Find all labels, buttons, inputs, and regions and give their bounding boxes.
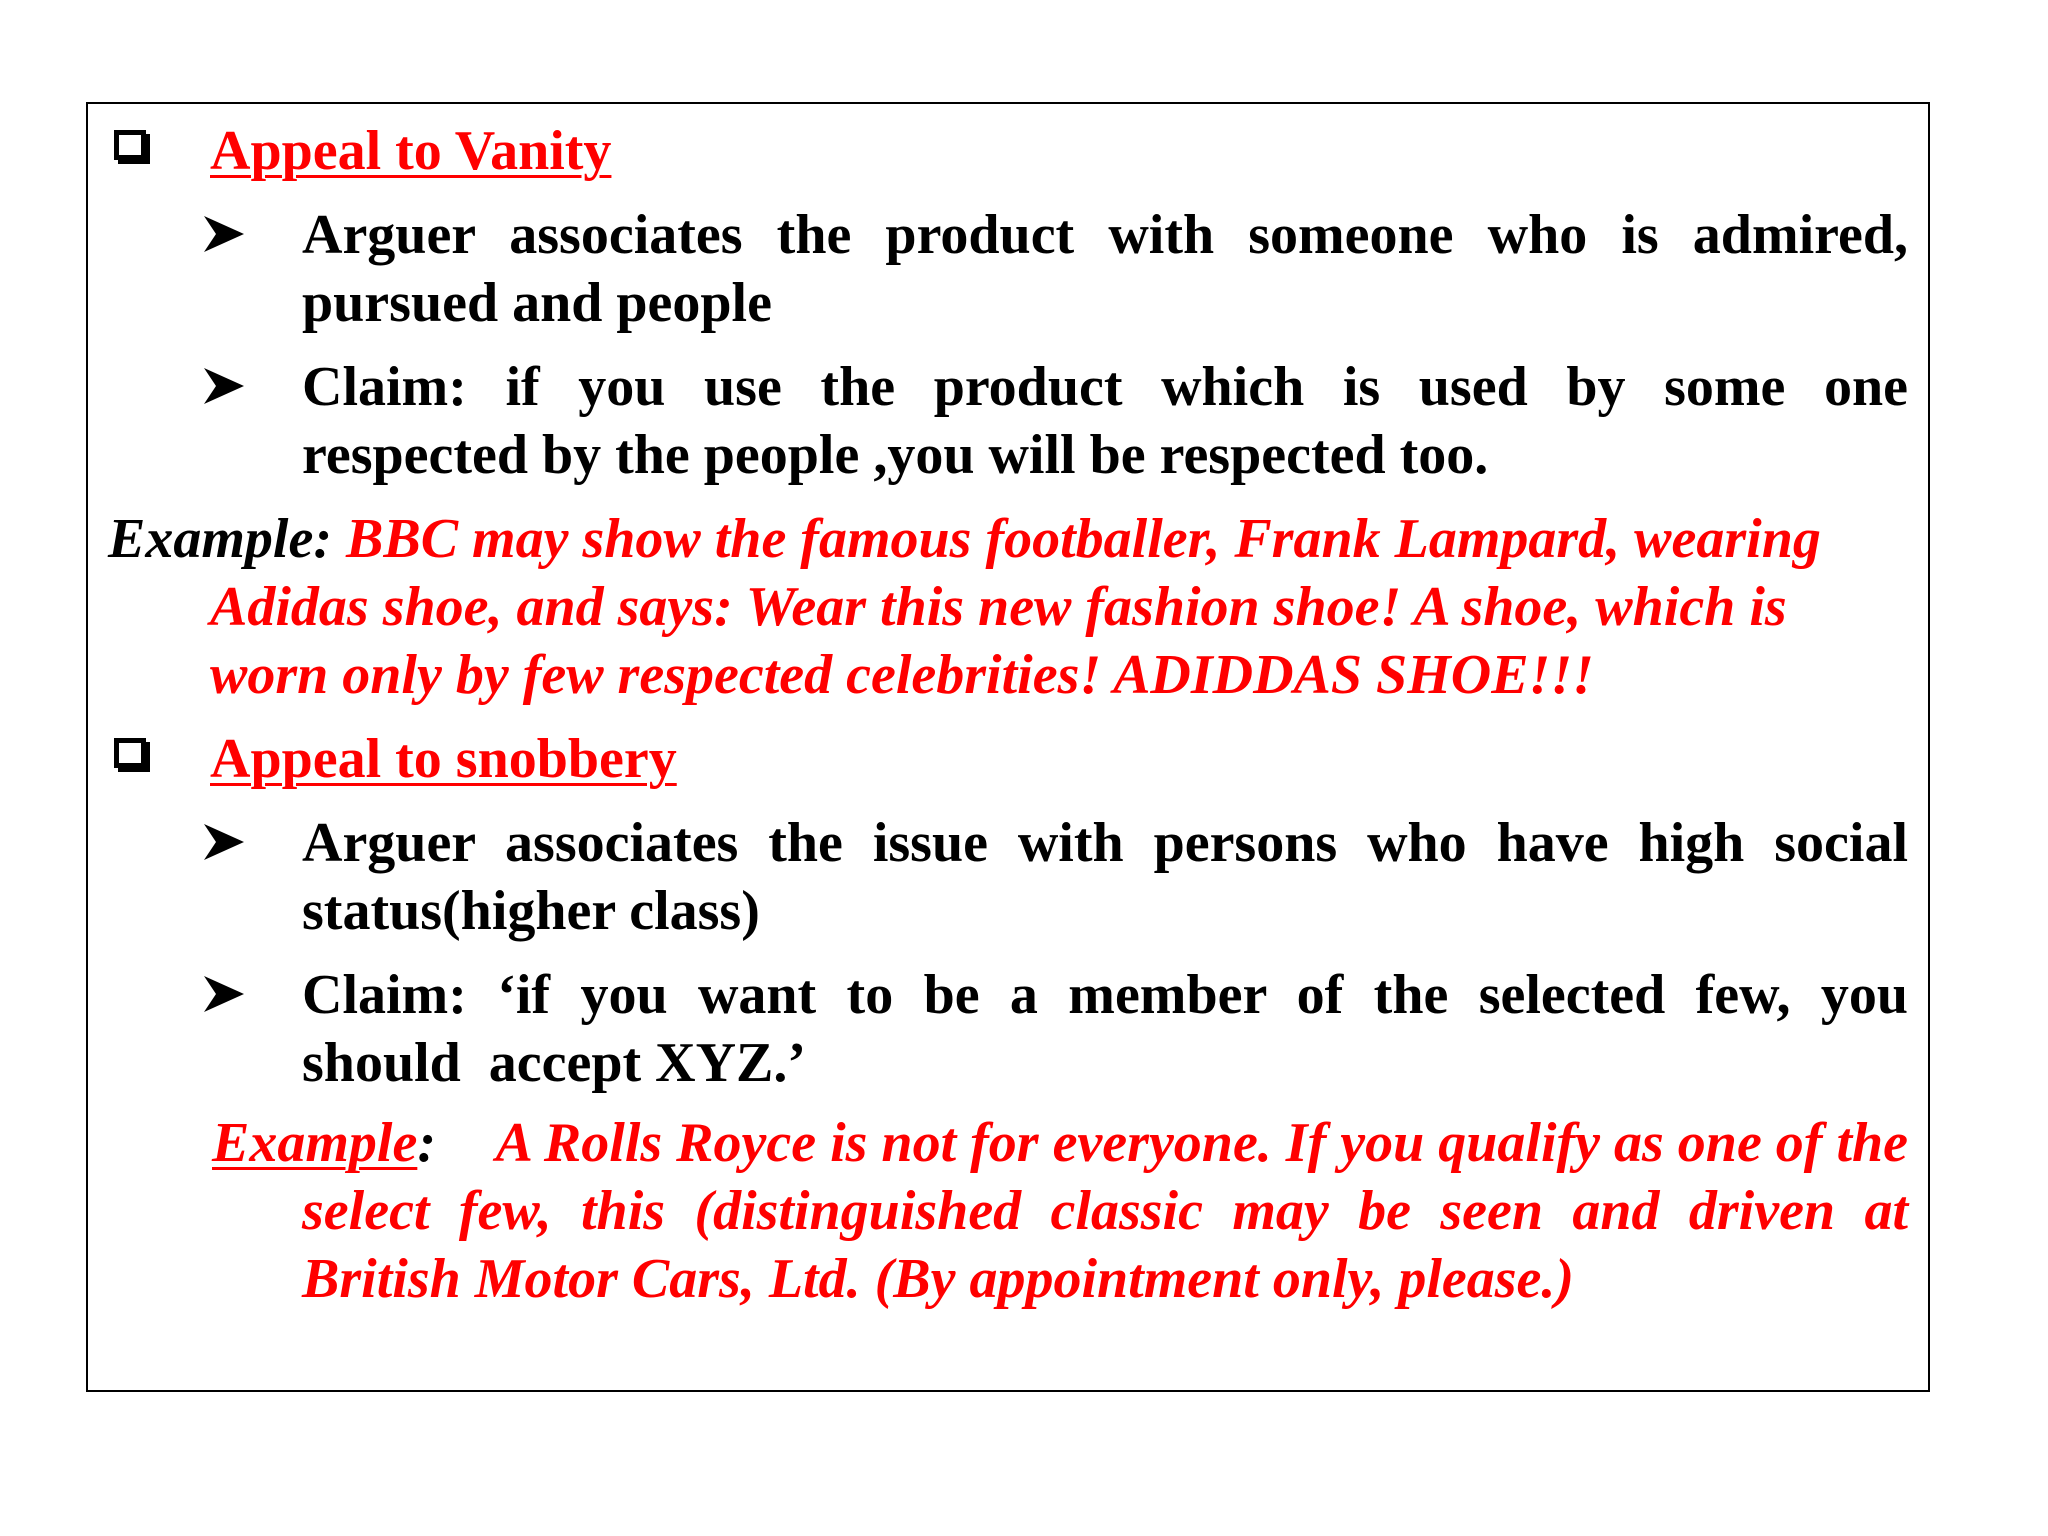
section-heading-snobbery: Appeal to snobbery: [210, 728, 677, 790]
snobbery-example-line2: select few, this (distinguished classic may be seen and driven at: [302, 1180, 1908, 1242]
arrow-bullet-icon: [202, 214, 246, 254]
vanity-example-line3: worn only by few respected celebrities! ADIDDAS SHOE!!!: [210, 644, 1594, 706]
snobbery-example-row: [212, 1110, 1908, 1176]
checkbox-icon: [114, 130, 146, 160]
checkbox-icon: [114, 738, 146, 768]
snobbery-bullet1-line2: status(higher class): [302, 880, 760, 942]
vanity-bullet1-line1: Arguer associates the product with someone who is admired,: [302, 204, 1908, 266]
snobbery-bullet1-line1: Arguer associates the issue with persons who have high social: [302, 812, 1908, 874]
vanity-example-line2: Adidas shoe, and says: Wear this new fashion shoe! A shoe, which is: [210, 576, 1787, 638]
snobbery-bullet2-line1: Claim: ‘if you want to be a member of the selected few, you: [302, 964, 1908, 1026]
arrow-bullet-icon: [202, 974, 246, 1014]
arrow-bullet-icon: [202, 822, 246, 862]
snobbery-example-prefix: [212, 1110, 436, 1176]
arrow-bullet-icon: [202, 366, 246, 406]
vanity-example-label: Example:: [108, 508, 332, 570]
snobbery-bullet2-line2: should accept XYZ.’: [302, 1032, 807, 1094]
vanity-example-line1: BBC may show the famous footballer, Frank Lampard, wearing: [345, 508, 1821, 570]
vanity-example-row: [108, 506, 1821, 572]
vanity-bullet2-line2: respected by the people ,you will be respected too.: [302, 424, 1489, 486]
vanity-bullet1-line2: pursued and people: [302, 272, 772, 334]
snobbery-example-colon: :: [417, 1112, 436, 1174]
vanity-bullet2-line1: Claim: if you use the product which is used by some one: [302, 356, 1908, 418]
snobbery-example-line3: British Motor Cars, Ltd. (By appointment only, please.): [302, 1248, 1575, 1310]
snobbery-example-line1: A Rolls Royce is not for everyone. If you qualify as one of the: [495, 1112, 1908, 1174]
section-heading-vanity: Appeal to Vanity: [210, 120, 612, 182]
snobbery-example-label: Example: [212, 1112, 418, 1174]
